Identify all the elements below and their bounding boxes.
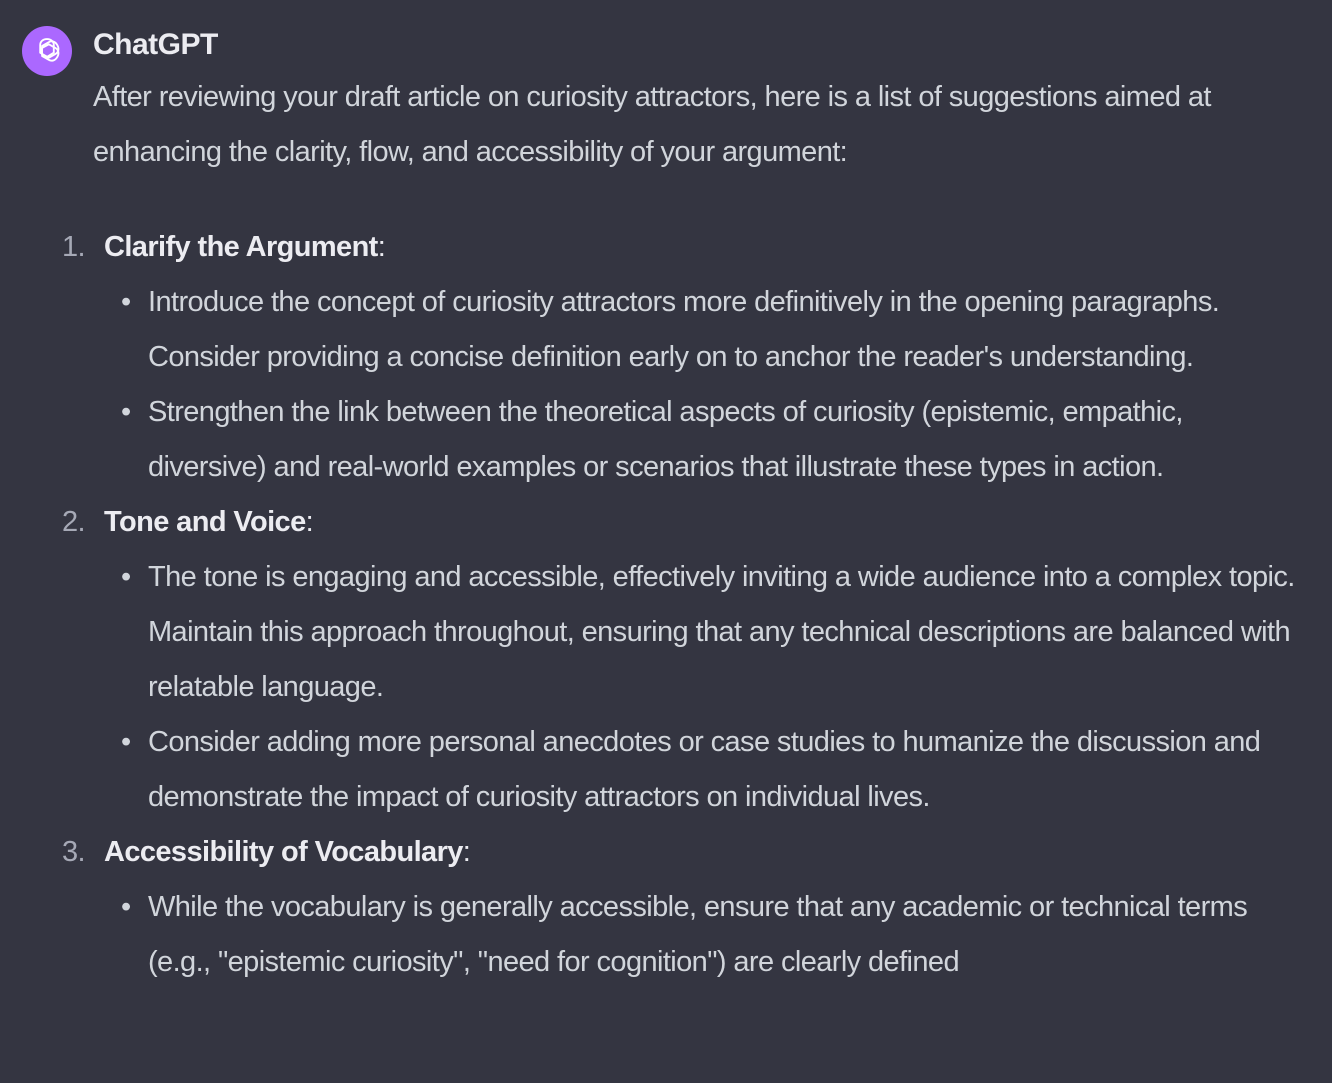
suggestion-list <box>62 220 1295 990</box>
bullet-text: Consider adding more personal anecdotes or case studies to humanize the discussion and demonstrate the impact of curiosity attractors on individual lives. <box>148 726 1261 813</box>
suggestion-colon: : <box>377 231 386 263</box>
bullet-text: Strengthen the link between the theoretical aspects of curiosity (epistemic, empathic, diversive) and real-world examples or scenarios that illustrate these types in action. <box>148 396 1183 483</box>
message-content <box>62 70 1313 990</box>
bullet-item <box>121 275 1308 385</box>
bullet-icon: • <box>121 891 131 923</box>
bullet-icon: • <box>121 726 131 758</box>
suggestion-number: 3. <box>62 836 85 868</box>
suggestion-colon: : <box>462 836 471 868</box>
suggestion-heading <box>62 220 1282 275</box>
suggestion-colon: : <box>305 506 314 538</box>
suggestion-title: Clarify the Argument <box>104 231 378 263</box>
openai-logo-icon <box>30 34 64 68</box>
bullet-text: Introduce the concept of curiosity attractors more definitively in the opening paragraphs. Consider providing a concise definition early on to anchor the reader's understanding. <box>148 286 1220 373</box>
suggestion-heading <box>62 825 1282 880</box>
suggestion-number: 1. <box>62 231 85 263</box>
suggestion-number: 2. <box>62 506 85 538</box>
suggestion-heading <box>62 495 1282 550</box>
suggestion-bullets <box>62 550 1295 825</box>
suggestion-title: Tone and Voice <box>104 506 306 538</box>
bullet-icon: • <box>121 561 131 593</box>
suggestion-title: Accessibility of Vocabulary <box>104 836 463 868</box>
bullet-item <box>121 715 1308 825</box>
message-author: ChatGPT <box>93 28 218 61</box>
suggestion-item <box>62 220 1282 495</box>
suggestion-item <box>62 495 1295 825</box>
bullet-text: The tone is engaging and accessible, effectively inviting a wide audience into a complex topic. Maintain this approach throughout, ensuring that any technical descriptions are balanced with relatable language. <box>148 561 1295 703</box>
suggestion-item <box>62 825 1282 990</box>
message-intro: After reviewing your draft article on curiosity attractors, here is a list of suggestions aimed at enhancing the clarity, flow, and accessibility of your argument: <box>93 81 1211 168</box>
assistant-avatar <box>22 26 72 76</box>
bullet-icon: • <box>121 286 131 318</box>
bullet-item <box>121 385 1308 495</box>
suggestion-bullets <box>62 275 1282 495</box>
bullet-item <box>121 880 1308 990</box>
bullet-icon: • <box>121 396 131 428</box>
bullet-item <box>121 550 1308 715</box>
suggestion-bullets <box>62 880 1282 990</box>
bullet-text: While the vocabulary is generally accessible, ensure that any academic or technical terms (e.g., "epistemic curiosity", "need for cognition") are clearly defined <box>148 891 1248 978</box>
